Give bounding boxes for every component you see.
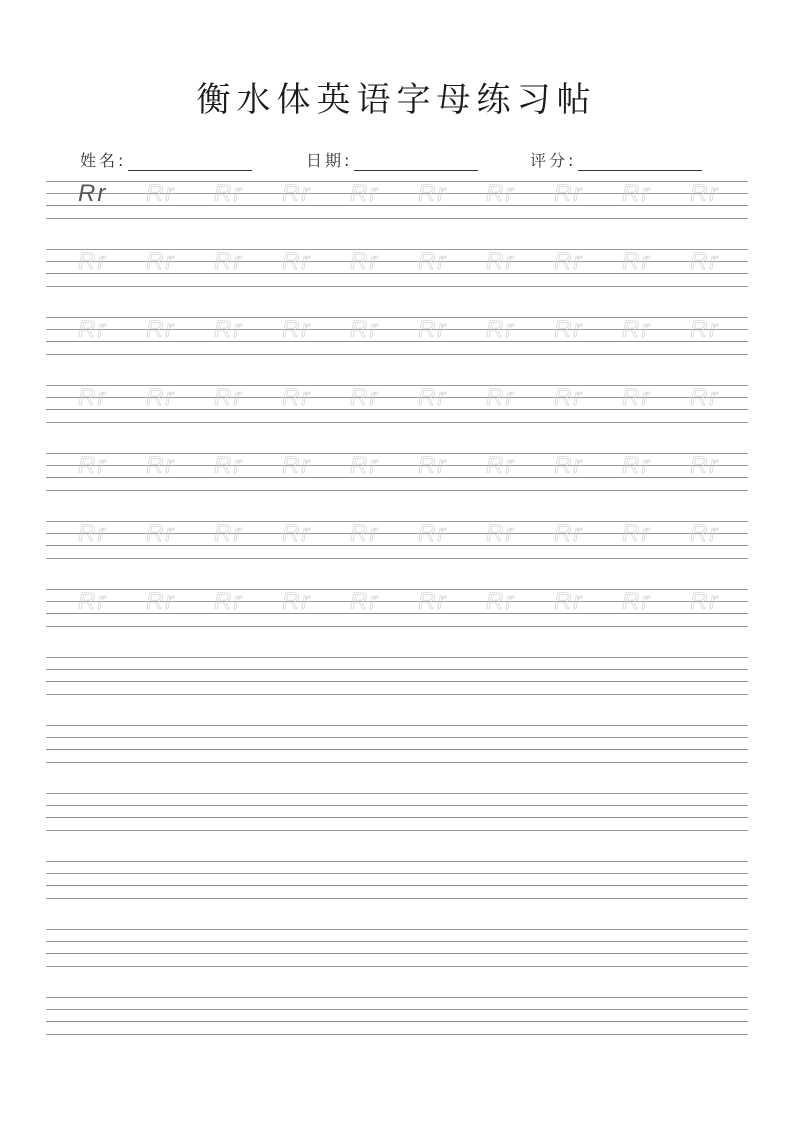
trace-letter: Rr bbox=[78, 452, 108, 479]
trace-letter: Rr bbox=[418, 520, 448, 547]
trace-letter: Rr bbox=[486, 180, 516, 207]
guide-line bbox=[46, 669, 748, 670]
trace-letter: Rr bbox=[350, 316, 380, 343]
guide-line bbox=[46, 1034, 748, 1035]
trace-letter: Rr bbox=[214, 588, 244, 615]
trace-letter: Rr bbox=[554, 248, 584, 275]
guide-line bbox=[46, 966, 748, 967]
baseline-red bbox=[46, 1021, 748, 1022]
guide-line bbox=[46, 354, 748, 355]
trace-letter: Rr bbox=[282, 452, 312, 479]
practice-row-blank[interactable] bbox=[46, 793, 748, 833]
guide-line bbox=[46, 861, 748, 862]
trace-letter: Rr bbox=[146, 588, 176, 615]
trace-letter: Rr bbox=[690, 316, 720, 343]
trace-letter: Rr bbox=[350, 180, 380, 207]
guide-line bbox=[46, 694, 748, 695]
trace-letter: Rr bbox=[622, 248, 652, 275]
trace-letter: Rr bbox=[486, 588, 516, 615]
trace-letter: Rr bbox=[214, 180, 244, 207]
trace-letter: Rr bbox=[554, 180, 584, 207]
trace-letter: Rr bbox=[486, 520, 516, 547]
guide-line bbox=[46, 490, 748, 491]
trace-letter: Rr bbox=[622, 316, 652, 343]
trace-letter: Rr bbox=[554, 384, 584, 411]
guide-line bbox=[46, 793, 748, 794]
trace-letter: Rr bbox=[418, 384, 448, 411]
trace-letter: Rr bbox=[486, 384, 516, 411]
guide-line bbox=[46, 929, 748, 930]
trace-letter: Rr bbox=[282, 588, 312, 615]
trace-letter: Rr bbox=[214, 384, 244, 411]
practice-row-blank[interactable] bbox=[46, 861, 748, 901]
guide-line bbox=[46, 941, 748, 942]
trace-letter: Rr bbox=[554, 520, 584, 547]
trace-letter: Rr bbox=[418, 248, 448, 275]
score-label: 评分: bbox=[530, 151, 577, 170]
trace-letter: Rr bbox=[690, 384, 720, 411]
baseline-red bbox=[46, 749, 748, 750]
baseline-red bbox=[46, 885, 748, 886]
trace-letter: Rr bbox=[486, 452, 516, 479]
trace-letter: Rr bbox=[78, 316, 108, 343]
practice-row-traced[interactable] bbox=[46, 453, 748, 493]
name-label: 姓名: bbox=[80, 151, 127, 170]
practice-row-blank[interactable] bbox=[46, 657, 748, 697]
trace-letter: Rr bbox=[486, 316, 516, 343]
guide-line bbox=[46, 805, 748, 806]
trace-letter: Rr bbox=[418, 316, 448, 343]
trace-letter: Rr bbox=[486, 248, 516, 275]
practice-row-traced[interactable] bbox=[46, 317, 748, 357]
trace-letter: Rr bbox=[146, 180, 176, 207]
guide-line bbox=[46, 1009, 748, 1010]
trace-letter: Rr bbox=[554, 588, 584, 615]
guide-line bbox=[46, 558, 748, 559]
practice-row-blank[interactable] bbox=[46, 929, 748, 969]
trace-letter: Rr bbox=[554, 452, 584, 479]
guide-line bbox=[46, 725, 748, 726]
guide-line bbox=[46, 873, 748, 874]
trace-letter: Rr bbox=[622, 452, 652, 479]
trace-letter: Rr bbox=[282, 316, 312, 343]
trace-letter: Rr bbox=[146, 520, 176, 547]
guide-line bbox=[46, 830, 748, 831]
trace-letter: Rr bbox=[350, 248, 380, 275]
trace-letter: Rr bbox=[622, 384, 652, 411]
date-label: 日期: bbox=[306, 151, 353, 170]
trace-letter: Rr bbox=[78, 520, 108, 547]
trace-letter: Rr bbox=[78, 588, 108, 615]
trace-letter: Rr bbox=[622, 588, 652, 615]
trace-letter: Rr bbox=[282, 384, 312, 411]
trace-letter: Rr bbox=[78, 248, 108, 275]
trace-letter: Rr bbox=[622, 520, 652, 547]
practice-row-traced[interactable] bbox=[46, 181, 748, 221]
trace-letter: Rr bbox=[146, 248, 176, 275]
trace-letter: Rr bbox=[146, 452, 176, 479]
trace-letter: Rr bbox=[690, 520, 720, 547]
practice-row-traced[interactable] bbox=[46, 385, 748, 425]
trace-letter: Rr bbox=[78, 384, 108, 411]
practice-row-traced[interactable] bbox=[46, 249, 748, 289]
trace-letter: Rr bbox=[690, 452, 720, 479]
trace-letter: Rr bbox=[690, 248, 720, 275]
practice-row-blank[interactable] bbox=[46, 997, 748, 1037]
trace-letter: Rr bbox=[146, 384, 176, 411]
guide-line bbox=[46, 422, 748, 423]
guide-line bbox=[46, 218, 748, 219]
guide-line bbox=[46, 657, 748, 658]
trace-letter: Rr bbox=[214, 452, 244, 479]
trace-letter: Rr bbox=[554, 316, 584, 343]
baseline-red bbox=[46, 681, 748, 682]
page-title: 衡水体英语字母练习帖 bbox=[196, 80, 597, 120]
baseline-red bbox=[46, 953, 748, 954]
guide-line bbox=[46, 737, 748, 738]
guide-line bbox=[46, 626, 748, 627]
trace-letter: Rr bbox=[282, 248, 312, 275]
guide-line bbox=[46, 898, 748, 899]
trace-letter: Rr bbox=[282, 520, 312, 547]
trace-letter: Rr bbox=[350, 384, 380, 411]
trace-letter: Rr bbox=[622, 180, 652, 207]
trace-letter: Rr bbox=[350, 588, 380, 615]
practice-row-blank[interactable] bbox=[46, 725, 748, 765]
practice-row-traced[interactable] bbox=[46, 589, 748, 629]
trace-letter: Rr bbox=[690, 180, 720, 207]
model-letter: Rr bbox=[78, 180, 108, 207]
guide-line bbox=[46, 762, 748, 763]
trace-letter: Rr bbox=[418, 588, 448, 615]
trace-letter: Rr bbox=[350, 520, 380, 547]
trace-letter: Rr bbox=[214, 248, 244, 275]
guide-line bbox=[46, 997, 748, 998]
trace-letter: Rr bbox=[214, 520, 244, 547]
trace-letter: Rr bbox=[282, 180, 312, 207]
trace-letter: Rr bbox=[146, 316, 176, 343]
practice-row-traced[interactable] bbox=[46, 521, 748, 561]
trace-letter: Rr bbox=[418, 180, 448, 207]
guide-line bbox=[46, 286, 748, 287]
trace-letter: Rr bbox=[214, 316, 244, 343]
trace-letter: Rr bbox=[350, 452, 380, 479]
trace-letter: Rr bbox=[690, 588, 720, 615]
trace-letter: Rr bbox=[418, 452, 448, 479]
baseline-red bbox=[46, 817, 748, 818]
